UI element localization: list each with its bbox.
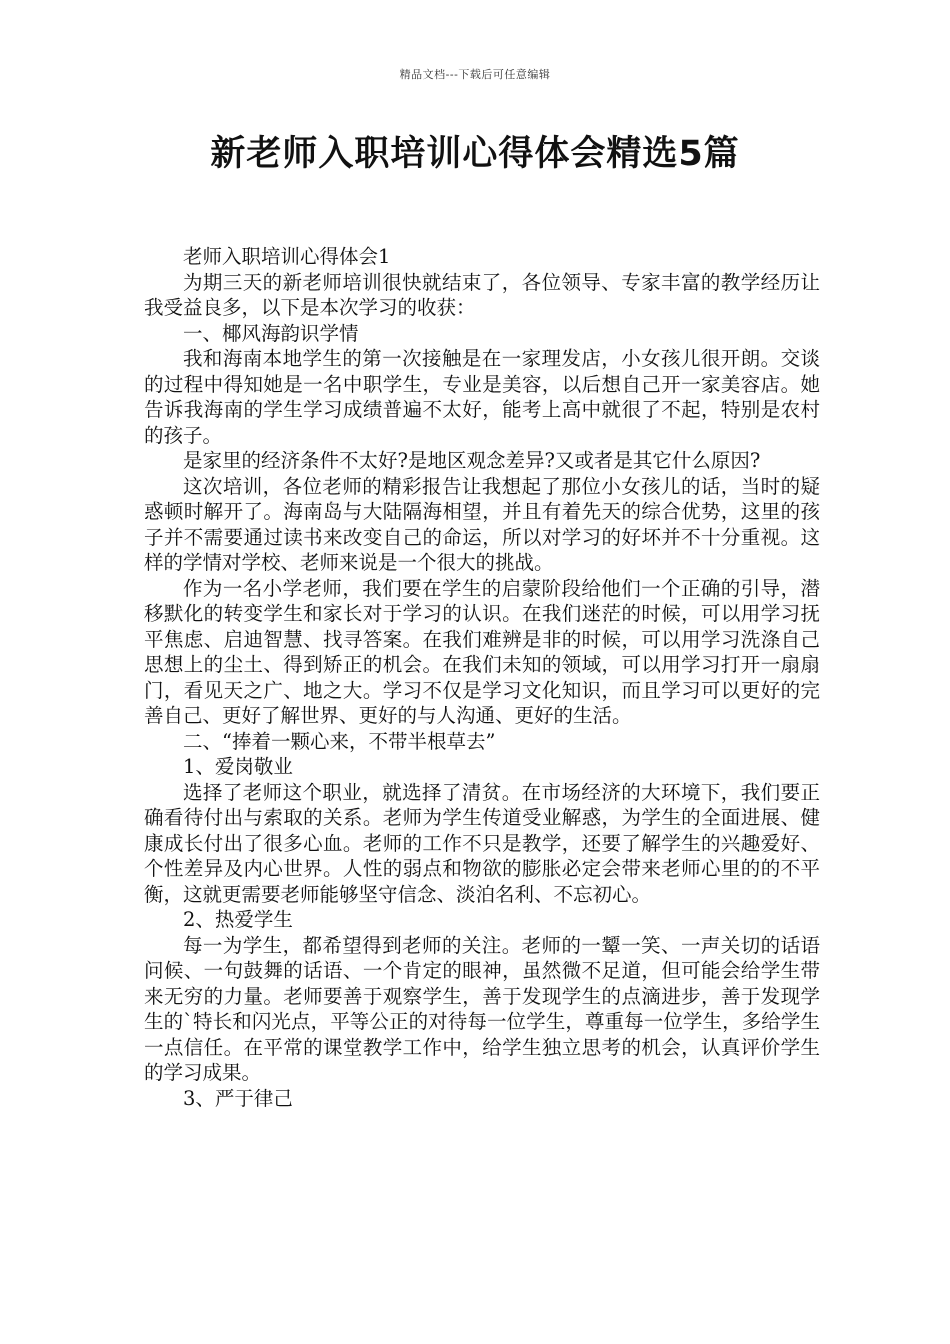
section-heading: 二、“捧着一颗心来，不带半根草去” [183,729,496,753]
section-heading: 一、椰风海韵识学情 [183,321,359,345]
body-paragraph: 为期三天的新老师培训很快就结束了，各位领导、专家丰富的教学经历让我受益良多，以下是本次学习的收获： [144,270,820,319]
document-title: 新老师入职培训心得体会精选5篇 [210,134,740,174]
section-heading: 老师入职培训心得体会1 [183,245,391,268]
body-paragraph: 选择了老师这个职业，就选择了清贫。在市场经济的大环境下，我们要正确看待付出与索取的关系。老师为学生传道受业解惑，为学生的全面进展、健康成长付出了很多心血。老师的工作不只是教学，还要了解学生的兴趣爱好、个性差异及内心世界。人性的弱点和物欲的膨胀必定会带来老师心里的的不平衡，这就更需要老师能够坚守信念、淡泊名利、不忘初心。 [144,780,820,906]
document-body [144,244,820,1111]
body-paragraph: 每一为学生，都希望得到老师的关注。老师的一颦一笑、一声关切的话语问候、一句鼓舞的话语、一个肯定的眼神，虽然微不足道，但可能会给学生带来无穷的力量。老师要善于观察学生，善于发现学生的点滴进步，善于发现学生的`特长和闪光点，平等公正的对待每一位学生，尊重每一位学生，多给学生一点信任。在平常的课堂教学工作中，给学生独立思考的机会，认真评价学生的学习成果。 [144,933,820,1084]
subsection-heading: 2、热爱学生 [183,908,293,931]
body-paragraph: 作为一名小学老师，我们要在学生的启蒙阶段给他们一个正确的引导，潜移默化的转变学生和家长对于学习的认识。在我们迷茫的时候，可以用学习抚平焦虑、启迪智慧、找寻答案。在我们难辨是非的时候，可以用学习洗涤自己思想上的尘土、得到矫正的机会。在我们未知的领域，可以用学习打开一扇扇门，看见天之广、地之大。学习不仅是学习文化知识，而且学习可以更好的完善自己、更好了解世界、更好的与人沟通、更好的生活。 [144,576,820,727]
page-header: 精品文档---下载后可任意编辑 [399,68,551,81]
subsection-heading: 1、爱岗敬业 [183,755,293,778]
body-paragraph: 我和海南本地学生的第一次接触是在一家理发店，小女孩儿很开朗。交谈的过程中得知她是一名中职学生，专业是美容，以后想自己开一家美容店。她告诉我海南的学生学习成绩普遍不太好，能考上高中就很了不起，特别是农村的孩子。 [144,347,820,447]
body-paragraph: 这次培训，各位老师的精彩报告让我想起了那位小女孩儿的话，当时的疑惑顿时解开了。海南岛与大陆隔海相望，并且有着先天的综合优势，这里的孩子并不需要通过读书来改变自己的命运，所以对学习的好坏并不十分重视。这样的学情对学校、老师来说是一个很大的挑战。 [144,474,820,574]
body-paragraph: 是家里的经济条件不太好?是地区观念差异?又或者是其它什么原因? [183,449,761,472]
subsection-heading: 3、严于律己 [183,1086,293,1110]
